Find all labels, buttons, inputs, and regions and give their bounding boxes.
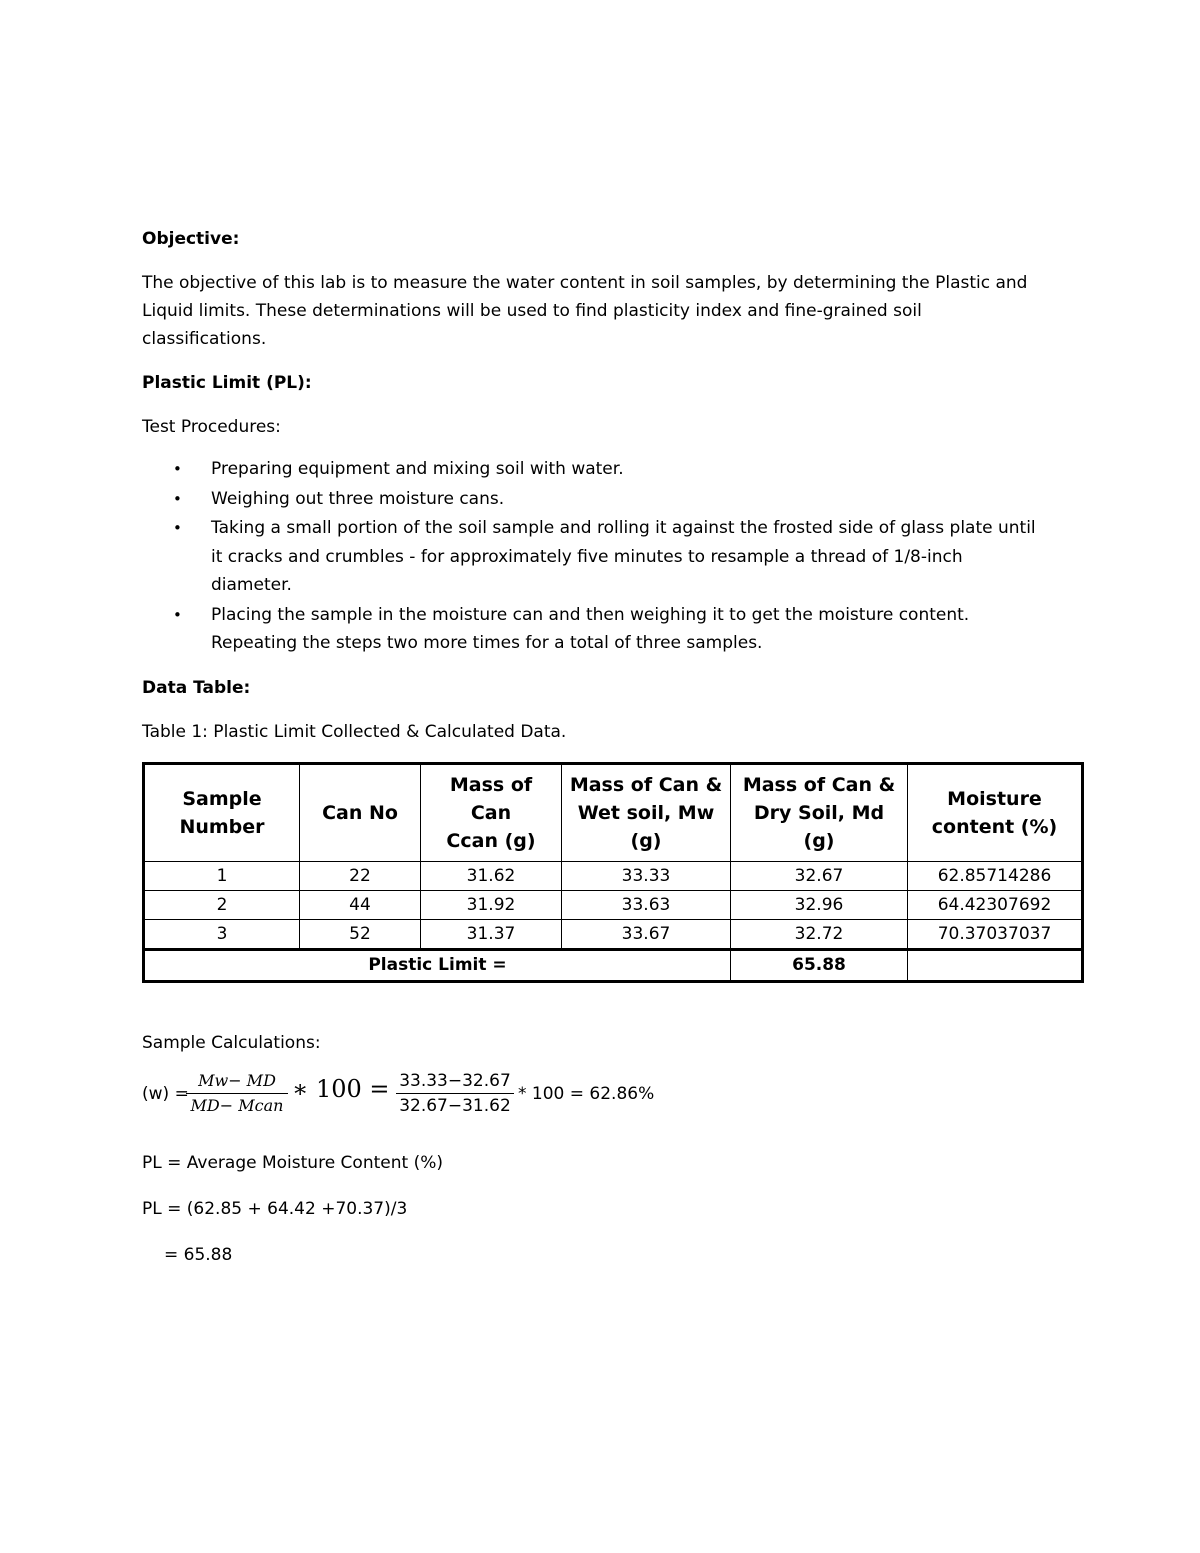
cell-sample: 2	[144, 890, 300, 919]
fraction-numerator: Mw− MD	[198, 1070, 276, 1090]
cell-mass-dry: 32.96	[731, 890, 908, 919]
table-row	[144, 919, 1083, 949]
step-line: Preparing equipment and mixing soil with water.	[211, 459, 624, 479]
step-line: Repeating the steps two more times for a total of three samples.	[211, 633, 763, 653]
plastic-limit-table	[142, 762, 1084, 983]
numeric-fraction	[396, 1069, 514, 1118]
cell-mass-can: 31.62	[421, 861, 562, 890]
table-row	[144, 861, 1083, 890]
procedure-step	[142, 601, 1084, 658]
step-line: it cracks and crumbles - for approximately five minutes to resample a thread of 1/8-inch	[211, 546, 963, 567]
sample-calculations-title: Sample Calculations:	[142, 1032, 321, 1053]
w-label: (w) =	[142, 1083, 189, 1104]
procedure-step	[142, 485, 1084, 514]
pl-formula: PL = (62.85 + 64.42 +70.37)/3	[142, 1198, 408, 1219]
header-mass-dry: Mass of Can & Dry Soil, Md (g)	[731, 763, 908, 861]
table-row	[144, 890, 1083, 919]
table-header-row	[144, 763, 1083, 861]
moisture-formula	[142, 1069, 1084, 1131]
cell-can: 44	[300, 890, 421, 919]
header-mass-wet: Mass of Can & Wet soil, Mw (g)	[562, 763, 731, 861]
pl-definition: PL = Average Moisture Content (%)	[142, 1152, 443, 1173]
fraction-numerator: 33.33−32.67	[399, 1070, 511, 1091]
objective-line: Liquid limits. These determinations will be used to find plasticity index and fine-grained soil	[142, 301, 922, 321]
objective-line: classifications.	[142, 329, 267, 349]
cell-mass-wet: 33.33	[562, 861, 731, 890]
pl-result: = 65.88	[164, 1244, 233, 1265]
step-line: Taking a small portion of the soil sample and rolling it against the frosted side of glass plate until	[211, 518, 1036, 538]
bullet-icon: •	[173, 489, 182, 508]
cell-mass-wet: 33.63	[562, 890, 731, 919]
cell-can: 52	[300, 919, 421, 949]
total-label: Plastic Limit =	[144, 949, 731, 981]
bullet-icon: •	[173, 519, 182, 537]
cell-moisture: 62.85714286	[908, 861, 1083, 890]
document-page	[142, 225, 1084, 1269]
cell-sample: 3	[144, 919, 300, 949]
total-value: 65.88	[731, 949, 908, 981]
times-100: ∗ 100 =	[292, 1074, 390, 1103]
header-sample-number: Sample Number	[144, 763, 300, 861]
cell-mass-can: 31.92	[421, 890, 562, 919]
data-table-heading: Data Table:	[142, 677, 251, 698]
procedure-step	[142, 514, 1084, 600]
cell-moisture: 70.37037037	[908, 919, 1083, 949]
procedure-step	[142, 455, 1084, 484]
cell-moisture: 64.42307692	[908, 890, 1083, 919]
header-mass-can: Mass of Can Ccan (g)	[421, 763, 562, 861]
test-procedures-label: Test Procedures:	[142, 417, 281, 437]
table-caption: Table 1: Plastic Limit Collected & Calculated Data.	[142, 721, 567, 742]
objective-line: The objective of this lab is to measure the water content in soil samples, by determining the Plastic and	[142, 273, 1028, 293]
cell-mass-wet: 33.67	[562, 919, 731, 949]
cell-sample: 1	[144, 861, 300, 890]
bullet-icon: •	[173, 460, 182, 478]
cell-mass-dry: 32.72	[731, 919, 908, 949]
step-line: diameter.	[211, 575, 292, 595]
fraction-denominator: 32.67−31.62	[396, 1093, 514, 1118]
plastic-limit-heading: Plastic Limit (PL):	[142, 373, 312, 393]
table-total-row	[144, 949, 1083, 981]
bullet-icon: •	[173, 605, 182, 624]
step-line: Weighing out three moisture cans.	[211, 488, 505, 509]
objective-text	[142, 269, 1084, 353]
fraction-denominator: MD− Mcan	[186, 1093, 288, 1118]
symbolic-fraction	[186, 1069, 288, 1118]
cell-mass-can: 31.37	[421, 919, 562, 949]
total-empty	[908, 949, 1083, 981]
header-moisture: Moisture content (%)	[908, 763, 1083, 861]
step-line: Placing the sample in the moisture can and then weighing it to get the moisture content.	[211, 604, 970, 625]
objective-heading: Objective:	[142, 229, 240, 249]
cell-can: 22	[300, 861, 421, 890]
cell-mass-dry: 32.67	[731, 861, 908, 890]
formula-result: * 100 = 62.86%	[518, 1083, 655, 1104]
procedure-list	[142, 455, 1084, 658]
header-can-no: Can No	[300, 763, 421, 861]
